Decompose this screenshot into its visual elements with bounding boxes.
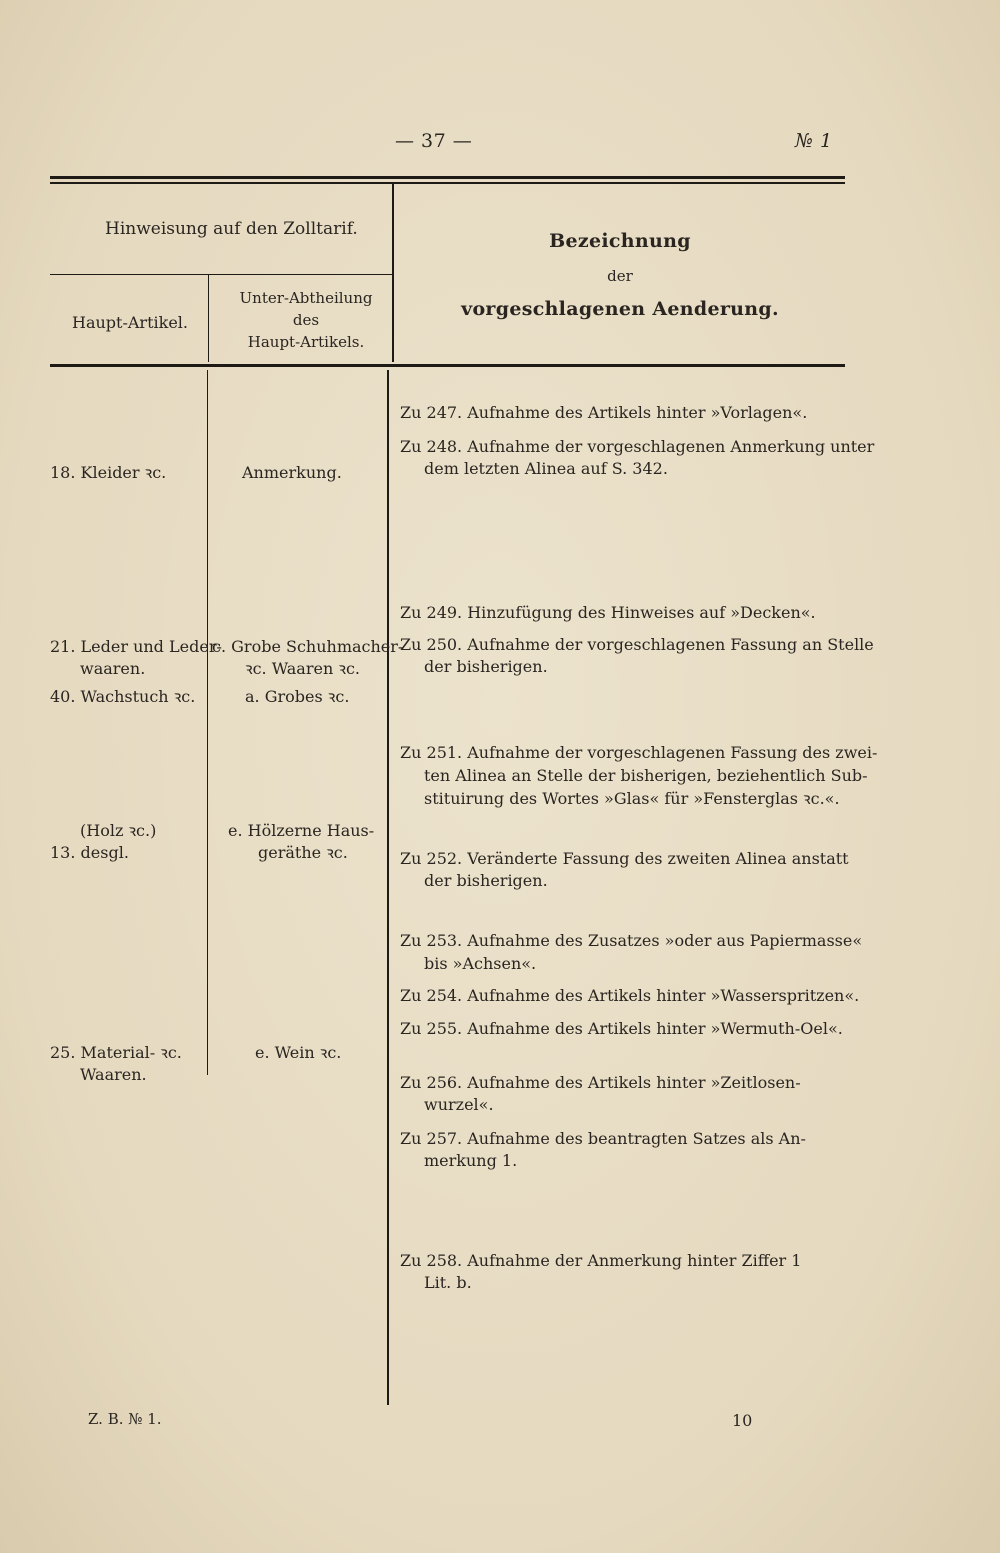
col1-row-25-line1: 25. Material- ꝛc. <box>50 1043 182 1062</box>
col3-heading-line1: Bezeichnung <box>549 230 691 252</box>
col2-row-a: a. Grobes ꝛc. <box>245 687 350 706</box>
col1-row-21-line1: 21. Leder und Leder- <box>50 637 222 656</box>
entry-258-line1: Zu 258. Aufnahme der Anmerkung hinter Ziffer 1 <box>400 1251 802 1270</box>
col1-row-13: 13. desgl. <box>50 843 129 862</box>
col3-heading-line3: vorgeschlagenen Aenderung. <box>461 298 779 320</box>
entry-252-line2: der bisherigen. <box>424 871 548 890</box>
entry-257-line2: merkung 1. <box>424 1151 518 1170</box>
entry-249: Zu 249. Hinzufügung des Hinweises auf »Decken«. <box>400 603 816 622</box>
entry-253-line2: bis »Achsen«. <box>424 954 537 973</box>
col2-row-e-line2: geräthe ꝛc. <box>258 843 348 862</box>
entry-257-line1: Zu 257. Aufnahme des beantragten Satzes als An- <box>400 1129 806 1148</box>
col2-row-anmerkung: Anmerkung. <box>242 463 342 482</box>
entry-251-line2: ten Alinea an Stelle der bisherigen, beziehentlich Sub- <box>424 766 868 785</box>
col3-heading-line2: der <box>607 267 633 285</box>
col1-row-40: 40. Wachstuch ꝛc. <box>50 687 196 706</box>
body-divider-main <box>387 370 389 1405</box>
col2-heading-line1: Unter-Abtheilung <box>239 289 373 307</box>
body-divider-left <box>207 370 208 1075</box>
entry-250-line1: Zu 250. Aufnahme der vorgeschlagenen Fassung an Stelle <box>400 635 874 654</box>
col2-heading-line3: Haupt-Artikels. <box>247 333 365 351</box>
entry-251-line1: Zu 251. Aufnahme der vorgeschlagenen Fassung des zwei- <box>400 743 878 762</box>
page-number: — 37 — <box>395 130 473 152</box>
entry-252-line1: Zu 252. Veränderte Fassung des zweiten Alinea anstatt <box>400 849 849 868</box>
col2-heading-line2: des <box>292 311 320 329</box>
col1-row-25-line2: Waaren. <box>80 1065 147 1084</box>
issue-number: № 1 <box>795 130 833 152</box>
top-rule <box>50 176 845 179</box>
col-group-heading: Hinweisung auf den Zolltarif. <box>105 219 358 239</box>
col2-row-e-line1: e. Hölzerne Haus- <box>228 821 375 840</box>
entry-251-line3: stituirung des Wortes »Glas« für »Fensterglas ꝛc.«. <box>424 789 840 808</box>
header-divider-sub <box>208 275 209 362</box>
header-divider-main <box>392 184 394 362</box>
entry-253-line1: Zu 253. Aufnahme des Zusatzes »oder aus Papiermasse« <box>400 931 863 950</box>
entry-255: Zu 255. Aufnahme des Artikels hinter »Wermuth-Oel«. <box>400 1019 843 1038</box>
col1-row-21-line2: waaren. <box>80 659 146 678</box>
col2-row-c-line2: ꝛc. Waaren ꝛc. <box>245 659 360 678</box>
entry-256-line1: Zu 256. Aufnahme des Artikels hinter »Zeitlosen- <box>400 1073 801 1092</box>
entry-248-line2: dem letzten Alinea auf S. 342. <box>424 459 668 478</box>
col2-row-c-line1: c. Grobe Schuhmacher- <box>212 637 404 656</box>
col1-row-holz: (Holz ꝛc.) <box>80 821 157 840</box>
footer-left: Z. B. № 1. <box>88 1410 162 1428</box>
col2-row-wein: e. Wein ꝛc. <box>255 1043 342 1062</box>
entry-248-line1: Zu 248. Aufnahme der vorgeschlagenen Anmerkung unter <box>400 437 875 456</box>
col1-row-18: 18. Kleider ꝛc. <box>50 463 167 482</box>
header-subrule <box>50 274 393 275</box>
footer-right: 10 <box>732 1411 753 1430</box>
entry-258-line2: Lit. b. <box>424 1273 472 1292</box>
entry-256-line2: wurzel«. <box>424 1095 494 1114</box>
entry-254: Zu 254. Aufnahme des Artikels hinter »Wasserspritzen«. <box>400 986 860 1005</box>
header-bottom-rule <box>50 364 845 367</box>
entry-250-line2: der bisherigen. <box>424 657 548 676</box>
col1-heading: Haupt-Artikel. <box>72 313 188 332</box>
top-rule-2 <box>50 182 845 184</box>
entry-247: Zu 247. Aufnahme des Artikels hinter »Vorlagen«. <box>400 403 808 422</box>
